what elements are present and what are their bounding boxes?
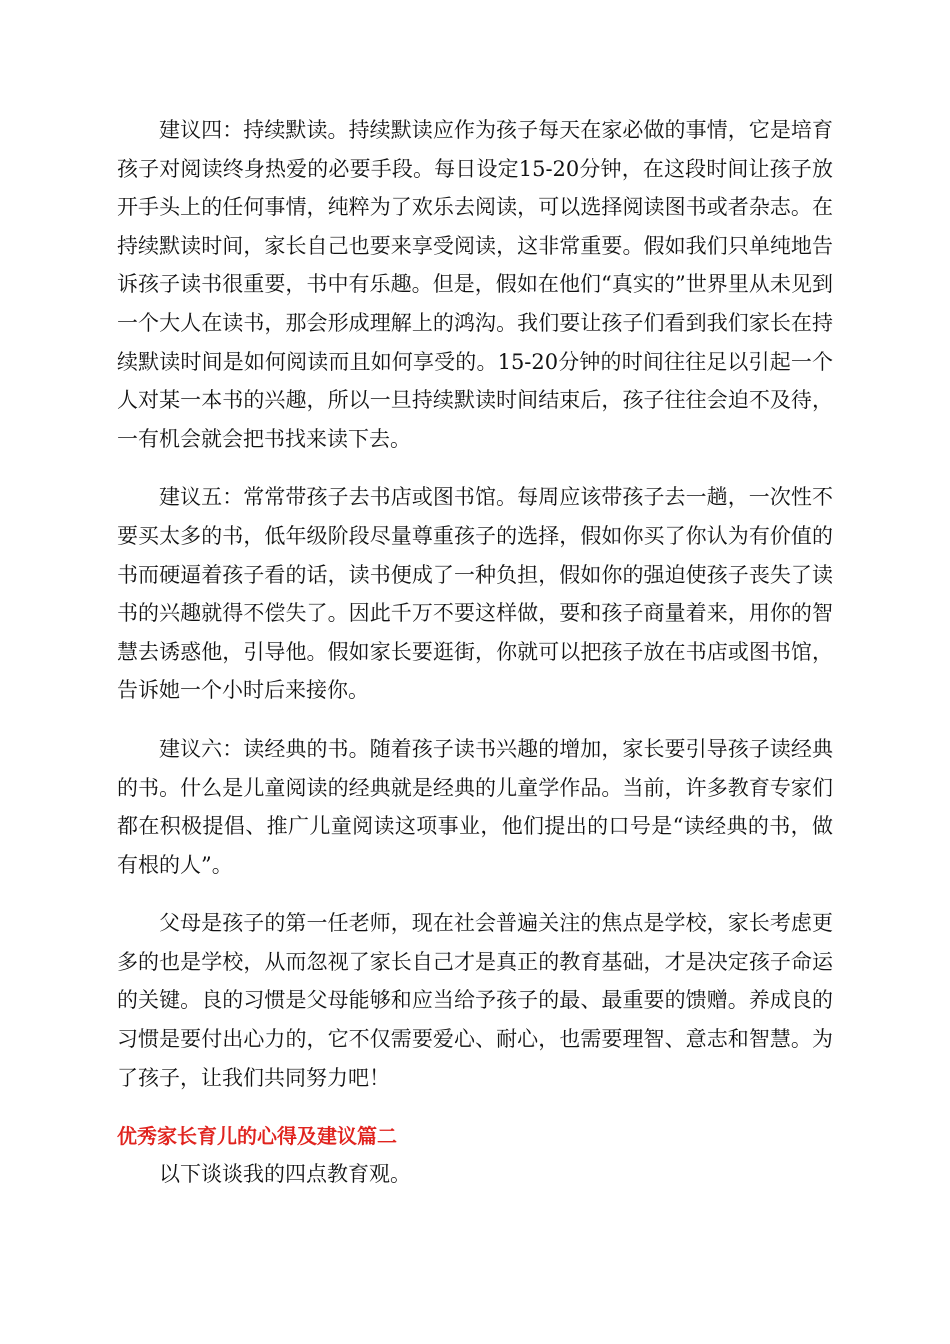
paragraph-conclusion: 父母是孩子的第一任老师，现在社会普遍关注的焦点是学校，家长考虑更多的也是学校，从而忽视了家长自己才是真正的教育基础，才是决定孩子命运的关键。良的习惯是父母能够和应当给予孩子的最、最重要的馈赠。养成良的习惯是要付出心力的，它不仅需要爱心、耐心，也需要理智、意志和智慧。为了孩子，让我们共同努力吧！ — [117, 911, 833, 1090]
paragraph-suggestion-four: 建议四：持续默读。持续默读应作为孩子每天在家必做的事情，它是培育孩子对阅读终身热爱的必要手段。每日设定15-20分钟，在这段时间让孩子放开手头上的任何事情，纯粹为了欢乐去阅读，可以选择阅读图书或者杂志。在持续默读时间，家长自己也要来享受阅读，这非常重要。假如我们只单纯地告诉孩子读书很重要，书中有乐趣。但是，假如在他们“真实的”世界里从未见到一个大人在读书，那会形成理解上的鸿沟。我们要让孩子们看到我们家长在持续默读时间是如何阅读而且如何享受的。15-20分钟的时间往往足以引起一个人对某一本书的兴趣，所以一旦持续默读时间结束后，孩子往往会迫不及待，一有机会就会把书找来读下去。 — [117, 118, 833, 451]
paragraph-gap — [117, 884, 833, 904]
paragraph-gap — [117, 1097, 833, 1117]
paragraph-suggestion-five: 建议五：常常带孩子去书店或图书馆。每周应该带孩子去一趟，一次性不要买太多的书，低年级阶段尽量尊重孩子的选择，假如你买了你认为有价值的书而硬逼着孩子看的话，读书便成了一种负担，假如你的强迫使孩子丧失了读书的兴趣就得不偿失了。因此千万不要这样做，要和孩子商量着来，用你的智慧去诱惑他，引导他。假如家长要逛街，你就可以把孩子放在书店或图书馆，告诉她一个小时后来接你。 — [117, 485, 833, 703]
document-body — [117, 111, 833, 1194]
paragraph-gap — [117, 458, 833, 478]
paragraph-gap — [117, 710, 833, 730]
section-first-paragraph: 以下谈谈我的四点教育观。 — [159, 1162, 411, 1187]
paragraph-suggestion-six: 建议六：读经典的书。随着孩子读书兴趣的增加，家长要引导孩子读经典的书。什么是儿童阅读的经典就是经典的儿童学作品。当前，许多教育专家们都在积极提倡、推广儿童阅读这项事业，他们提出的口号是“读经典的书，做有根的人”。 — [117, 736, 833, 877]
section-heading: 优秀家长育儿的心得及建议篇二 — [117, 1124, 397, 1149]
